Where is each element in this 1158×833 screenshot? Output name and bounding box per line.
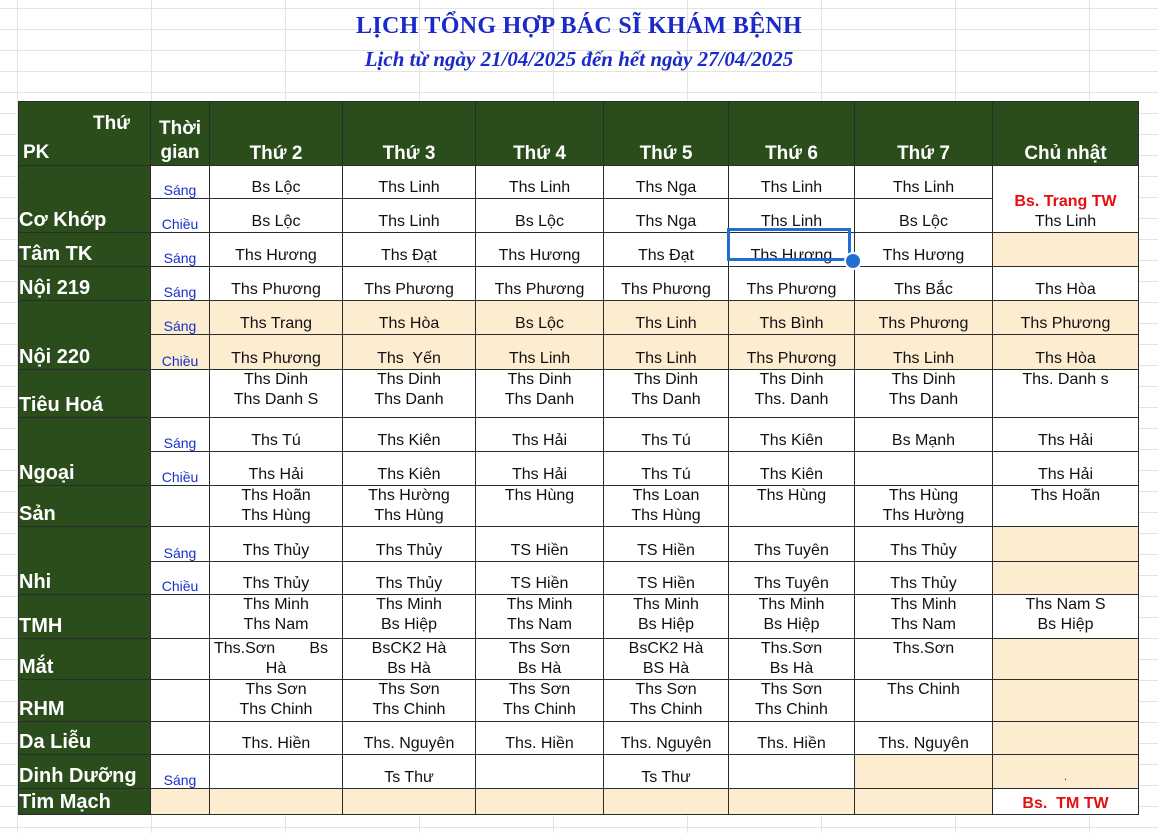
doctor-name: Ths. Danh s <box>1022 371 1109 388</box>
schedule-cell[interactable]: Ths Kiên <box>343 452 476 486</box>
doctor-name: Bs Hà <box>387 660 431 677</box>
schedule-cell[interactable] <box>476 680 604 722</box>
doctor-name: Ths Sơn <box>245 681 307 698</box>
schedule-cell[interactable]: TS Hiền <box>604 562 729 595</box>
pk-co-khop[interactable]: Cơ Khớp <box>19 166 151 233</box>
header-day-fri[interactable]: Thứ 6 <box>729 102 855 166</box>
schedule-cell[interactable] <box>210 789 343 815</box>
doctor-name: Bs Hiệp <box>763 616 820 633</box>
doctor-name: Ths Hùng <box>504 487 575 504</box>
schedule-cell[interactable]: Ths Phương <box>210 267 343 301</box>
pk-tieu-hoa[interactable]: Tiêu Hoá <box>19 370 151 418</box>
session-cell[interactable]: Chiều <box>151 199 210 233</box>
schedule-cell[interactable]: Ths Tú <box>604 418 729 452</box>
schedule-cell[interactable] <box>855 680 993 722</box>
header-day-sun[interactable]: Chủ nhật <box>993 102 1139 166</box>
schedule-cell[interactable]: Ths. Hiền <box>729 722 855 755</box>
schedule-cell[interactable]: Bs Lộc <box>855 199 993 233</box>
schedule-cell[interactable]: TS Hiền <box>476 562 604 595</box>
doctor-name: Ths Dinh <box>507 371 572 388</box>
session-cell-empty[interactable] <box>151 486 210 527</box>
schedule-cell[interactable]: Bs Lộc <box>476 301 604 335</box>
header-row <box>19 102 1139 166</box>
doctor-name: Ths Dinh <box>243 371 309 388</box>
header-day-wed[interactable]: Thứ 4 <box>476 102 604 166</box>
schedule-cell[interactable]: Ths Bắc <box>855 267 993 301</box>
schedule-cell[interactable]: Ts Thư <box>604 755 729 789</box>
session-cell-empty[interactable] <box>151 680 210 722</box>
doctor-name: Ths Sơn <box>635 681 697 698</box>
doctor-name: Ths Danh S <box>233 391 319 408</box>
schedule-cell[interactable]: Ths Tú <box>604 452 729 486</box>
pk-ngoai[interactable]: Ngoại <box>19 418 151 486</box>
schedule-cell[interactable] <box>604 595 729 639</box>
doctor-name: Ths Chinh <box>372 701 446 718</box>
schedule-cell[interactable]: Ths Phương <box>210 335 343 370</box>
schedule-cell[interactable]: Ths Hòa <box>343 301 476 335</box>
schedule-title: LỊCH TỔNG HỢP BÁC SĨ KHÁM BỆNH <box>356 13 802 39</box>
schedule-cell[interactable]: Ths Hải <box>993 452 1139 486</box>
pk-dinh-duong[interactable]: Dinh Dưỡng <box>19 755 151 789</box>
session-cell[interactable]: Sáng <box>151 267 210 301</box>
schedule-cell[interactable]: Ths Linh <box>604 335 729 370</box>
schedule-cell[interactable]: Ths Linh <box>343 199 476 233</box>
schedule-cell[interactable] <box>729 755 855 789</box>
pk-san[interactable]: Sản <box>19 486 151 527</box>
doctor-name: Ths.Sơn <box>214 640 276 657</box>
doctor-name: Ths Nam <box>891 616 956 633</box>
schedule-cell[interactable]: Ths Nga <box>604 199 729 233</box>
session-cell-empty[interactable] <box>151 789 210 815</box>
doctor-name: Ths Hùng <box>374 507 444 524</box>
schedule-cell[interactable] <box>604 370 729 418</box>
doctor-name: Ths Sơn <box>508 640 571 657</box>
schedule-cell[interactable] <box>993 639 1139 680</box>
schedule-cell[interactable]: Ths Bình <box>729 301 855 335</box>
schedule-cell[interactable]: Ths Thủy <box>855 562 993 595</box>
schedule-cell[interactable]: Ths Hòa <box>993 335 1139 370</box>
schedule-cell[interactable]: Bs Mạnh <box>855 418 993 452</box>
row-ngoai-chieu <box>19 452 1139 486</box>
schedule-cell[interactable] <box>855 486 993 527</box>
doctor-name: Bs Hiệp <box>1037 616 1094 633</box>
schedule-cell[interactable]: Ths Kiên <box>729 452 855 486</box>
schedule-cell[interactable] <box>476 595 604 639</box>
schedule-cell[interactable]: Ths Thủy <box>210 562 343 595</box>
pk-nhi[interactable]: Nhi <box>19 527 151 595</box>
schedule-cell[interactable]: Bs Lộc <box>210 199 343 233</box>
doctor-name: Ths Minh <box>758 596 825 613</box>
doctor-name: Ths Hùng <box>241 507 311 524</box>
schedule-cell[interactable]: Ths. Nguyên <box>343 722 476 755</box>
schedule-cell[interactable]: Ths. Nguyên <box>855 722 993 755</box>
doctor-name: Ths Hường <box>882 507 965 524</box>
schedule-cell[interactable]: Ths Hải <box>476 452 604 486</box>
schedule-cell[interactable]: Ths Hải <box>210 452 343 486</box>
session-cell[interactable]: Sáng <box>151 527 210 562</box>
session-cell-empty[interactable] <box>151 370 210 418</box>
row-nhi-sang <box>19 527 1139 562</box>
schedule-cell[interactable]: Ths Thủy <box>343 562 476 595</box>
schedule-cell[interactable] <box>855 789 993 815</box>
schedule-cell[interactable]: Ths Thủy <box>343 527 476 562</box>
row-tim-mach <box>19 789 1139 815</box>
doctor-name: Ths Chinh <box>755 701 828 718</box>
doctor-name: Ths Dinh <box>759 371 824 388</box>
schedule-cell[interactable]: Ths Hải <box>993 418 1139 452</box>
fill-handle[interactable] <box>844 252 862 270</box>
schedule-cell[interactable] <box>210 639 343 680</box>
session-cell[interactable]: Chiều <box>151 335 210 370</box>
schedule-subtitle: Lịch từ ngày 21/04/2025 đến hết ngày 27/04/2025 <box>364 47 794 71</box>
schedule-cell[interactable]: Ths Hòa <box>993 267 1139 301</box>
row-co-khop-chieu <box>19 199 1139 233</box>
schedule-cell[interactable] <box>604 486 729 527</box>
schedule-cell[interactable] <box>476 486 604 527</box>
schedule-cell[interactable] <box>343 639 476 680</box>
schedule-cell[interactable] <box>993 486 1139 527</box>
header-day-sat[interactable]: Thứ 7 <box>855 102 993 166</box>
schedule-cell[interactable] <box>729 370 855 418</box>
doctor-name: Bs Hiệp <box>637 616 695 633</box>
doctor-name: Ths Hoãn <box>241 487 311 504</box>
schedule-cell[interactable]: Ths Hương <box>476 233 604 267</box>
pk-tim-mach[interactable]: Tim Mạch <box>19 789 151 815</box>
schedule-cell[interactable]: Ths Hương <box>729 233 855 267</box>
schedule-cell[interactable] <box>993 595 1139 639</box>
schedule-cell[interactable] <box>993 722 1139 755</box>
schedule-cell[interactable] <box>604 639 729 680</box>
schedule-cell[interactable]: Bs Lộc <box>476 199 604 233</box>
schedule-cell[interactable] <box>855 370 993 418</box>
doctor-name: BS Hà <box>642 660 690 677</box>
doctor-name: Ths Nam S <box>1025 596 1106 613</box>
schedule-cell[interactable] <box>604 680 729 722</box>
schedule-cell[interactable]: Bs Lộc <box>210 166 343 199</box>
schedule-cell[interactable]: Ths Hương <box>210 233 343 267</box>
schedule-cell[interactable]: TS Hiền <box>604 527 729 562</box>
doctor-name: Ths Hùng <box>631 507 701 524</box>
schedule-cell[interactable] <box>855 755 993 789</box>
row-da-lieu <box>19 722 1139 755</box>
schedule-cell[interactable] <box>729 486 855 527</box>
doctor-name: Ths Hường <box>368 487 450 504</box>
session-cell-empty[interactable] <box>151 639 210 680</box>
schedule-cell[interactable] <box>210 486 343 527</box>
schedule-cell[interactable] <box>343 680 476 722</box>
schedule-cell[interactable]: . <box>993 755 1139 789</box>
schedule-cell[interactable]: Ths Linh <box>855 335 993 370</box>
doctor-name: Ths.Sơn <box>760 640 823 657</box>
schedule-cell[interactable] <box>210 755 343 789</box>
schedule-cell[interactable]: Ths Thủy <box>855 527 993 562</box>
doctor-name: Ths.Sơn <box>892 640 955 657</box>
schedule-cell[interactable]: Ths Thủy <box>210 527 343 562</box>
header-time-line2: gian <box>160 142 200 163</box>
pk-mat[interactable]: Mắt <box>19 639 151 680</box>
schedule-cell[interactable]: Ths Tuyên <box>729 527 855 562</box>
schedule-cell[interactable] <box>210 595 343 639</box>
schedule-cell[interactable]: Ths Phương <box>343 267 476 301</box>
schedule-cell[interactable] <box>476 639 604 680</box>
header-day-tue[interactable]: Thứ 3 <box>343 102 476 166</box>
schedule-cell[interactable] <box>993 233 1139 267</box>
pk-tmh[interactable]: TMH <box>19 595 151 639</box>
schedule-cell[interactable] <box>729 639 855 680</box>
row-rhm <box>19 680 1139 722</box>
doctor-name: Ths Sơn <box>378 681 440 698</box>
schedule-cell[interactable]: Ths Tuyên <box>729 562 855 595</box>
schedule-cell[interactable]: Ths Linh <box>604 301 729 335</box>
schedule-cell[interactable] <box>604 789 729 815</box>
row-co-khop-sang <box>19 166 1139 199</box>
doctor-name: Ths Chinh <box>629 701 703 718</box>
schedule-table <box>18 101 1139 815</box>
schedule-cell-co-khop-sun[interactable] <box>993 166 1139 233</box>
row-noi-220-sang <box>19 301 1139 335</box>
header-day-mon[interactable]: Thứ 2 <box>210 102 343 166</box>
schedule-cell[interactable]: Ths Phương <box>993 301 1139 335</box>
schedule-cell[interactable] <box>343 595 476 639</box>
doctor-name: Ths Dinh <box>891 371 956 388</box>
schedule-cell[interactable]: Ths Linh <box>729 166 855 199</box>
row-san <box>19 486 1139 527</box>
doctor-name: Ths Nam <box>507 616 572 633</box>
doctor-name: Bs Hà <box>769 660 814 677</box>
doctor-name: Ths Minh <box>890 596 957 613</box>
row-noi-219 <box>19 267 1139 301</box>
schedule-cell[interactable]: Ths Đạt <box>343 233 476 267</box>
doctor-name: Ths Chinh <box>239 701 313 718</box>
pk-da-lieu[interactable]: Da Liễu <box>19 722 151 755</box>
doctor-name: Ths Danh <box>374 391 444 408</box>
schedule-cell[interactable] <box>729 789 855 815</box>
doctor-name: Ths Linh <box>1034 213 1097 230</box>
header-day-thu[interactable]: Thứ 5 <box>604 102 729 166</box>
schedule-cell[interactable] <box>729 680 855 722</box>
pk-rhm[interactable]: RHM <box>19 680 151 722</box>
schedule-cell[interactable]: Ths Kiên <box>343 418 476 452</box>
doctor-name: Hà <box>265 660 287 677</box>
doctor-name: Ths Sơn <box>760 681 823 698</box>
session-cell[interactable]: Sáng <box>151 233 210 267</box>
schedule-cell[interactable] <box>993 562 1139 595</box>
schedule-cell[interactable] <box>855 595 993 639</box>
session-cell-empty[interactable] <box>151 722 210 755</box>
doctor-name: Ths Danh <box>504 391 575 408</box>
schedule-cell[interactable] <box>210 680 343 722</box>
doctor-name: Ths Minh <box>506 596 573 613</box>
schedule-cell[interactable]: Ths Phương <box>729 267 855 301</box>
schedule-cell[interactable] <box>343 370 476 418</box>
schedule-cell[interactable] <box>993 680 1139 722</box>
session-cell[interactable]: Sáng <box>151 166 210 199</box>
header-corner-cell[interactable] <box>19 102 151 166</box>
doctor-name: Ths Hoãn <box>1030 487 1101 504</box>
doctor-name: Ths Chinh <box>503 701 576 718</box>
schedule-cell[interactable] <box>343 486 476 527</box>
schedule-cell[interactable]: Ths Trang <box>210 301 343 335</box>
schedule-cell[interactable] <box>855 452 993 486</box>
doctor-name: Ths Nam <box>243 616 309 633</box>
doctor-name: Ths Minh <box>376 596 442 613</box>
doctor-name: Ths Chinh <box>887 681 960 698</box>
schedule-cell[interactable]: Ths Phương <box>729 335 855 370</box>
schedule-cell[interactable] <box>476 755 604 789</box>
header-time-cell[interactable] <box>151 102 210 166</box>
schedule-cell[interactable]: Ths Linh <box>855 166 993 199</box>
schedule-cell[interactable]: Ths. Hiền <box>476 722 604 755</box>
doctor-name: Ths Dinh <box>376 371 442 388</box>
doctor-name: Ths. Danh <box>754 391 829 408</box>
schedule-cell[interactable] <box>210 370 343 418</box>
row-dinh-duong <box>19 755 1139 789</box>
schedule-cell[interactable]: Ths Kiên <box>729 418 855 452</box>
schedule-cell[interactable] <box>476 370 604 418</box>
schedule-cell[interactable] <box>855 639 993 680</box>
doctor-name: Ths Loan <box>632 487 700 504</box>
doctor-name: BsCK2 Hà <box>371 640 447 657</box>
doctor-name: Ths Danh <box>631 391 701 408</box>
schedule-cell[interactable] <box>729 595 855 639</box>
row-tmh <box>19 595 1139 639</box>
external-doctor-label: Bs. Trang TW <box>1014 193 1117 210</box>
schedule-cell[interactable]: Ths Phương <box>476 267 604 301</box>
doctor-name: Ths Danh <box>888 391 959 408</box>
row-tam-tk <box>19 233 1139 267</box>
doctor-name: Ths Minh <box>633 596 699 613</box>
header-pk-label: PK <box>23 142 50 163</box>
session-cell[interactable]: Sáng <box>151 418 210 452</box>
doctor-name: Bs Hiệp <box>380 616 438 633</box>
doctor-name: Bs Hà <box>517 660 562 677</box>
session-cell[interactable]: Chiều <box>151 562 210 595</box>
doctor-name: Ths Hùng <box>888 487 959 504</box>
schedule-cell[interactable]: Ths Linh <box>476 335 604 370</box>
row-nhi-chieu <box>19 562 1139 595</box>
schedule-cell[interactable]: Ths Phương <box>604 267 729 301</box>
schedule-cell[interactable]: Ths Tú <box>210 418 343 452</box>
schedule-cell[interactable]: Ths. Nguyên <box>604 722 729 755</box>
pk-noi-219[interactable]: Nội 219 <box>19 267 151 301</box>
schedule-cell[interactable] <box>993 370 1139 418</box>
schedule-cell[interactable] <box>343 789 476 815</box>
schedule-cell[interactable]: Ths Phương <box>855 301 993 335</box>
row-mat <box>19 639 1139 680</box>
schedule-cell[interactable]: Ths Hương <box>855 233 993 267</box>
schedule-cell[interactable] <box>993 527 1139 562</box>
doctor-title: Bs <box>309 640 328 657</box>
schedule-cell[interactable]: Ths Linh <box>729 199 855 233</box>
session-cell-empty[interactable] <box>151 595 210 639</box>
row-noi-220-chieu <box>19 335 1139 370</box>
row-ngoai-sang <box>19 418 1139 452</box>
header-thu-label: Thứ <box>93 113 130 134</box>
schedule-cell[interactable]: Ths Nga <box>604 166 729 199</box>
schedule-cell[interactable]: Ths Linh <box>476 166 604 199</box>
schedule-cell-external-doctor[interactable]: Bs. TM TW <box>993 789 1139 815</box>
doctor-name: BsCK2 Hà <box>628 640 704 657</box>
pk-tam-tk[interactable]: Tâm TK <box>19 233 151 267</box>
doctor-name: Ths Minh <box>243 596 309 613</box>
row-tieu-hoa <box>19 370 1139 418</box>
schedule-cell[interactable] <box>476 789 604 815</box>
schedule-cell[interactable]: Ths Đạt <box>604 233 729 267</box>
doctor-name: Ths Dinh <box>633 371 699 388</box>
schedule-cell[interactable]: Ths Yến <box>343 335 476 370</box>
schedule-cell[interactable]: Ths Hải <box>476 418 604 452</box>
doctor-name: Ths Hùng <box>756 487 827 504</box>
schedule-cell[interactable]: TS Hiền <box>476 527 604 562</box>
pk-noi-220[interactable]: Nội 220 <box>19 301 151 370</box>
session-cell[interactable]: Sáng <box>151 755 210 789</box>
header-time-line1: Thời <box>159 118 201 139</box>
schedule-cell[interactable]: Ths. Hiền <box>210 722 343 755</box>
doctor-name: Ths Sơn <box>508 681 571 698</box>
session-cell[interactable]: Sáng <box>151 301 210 335</box>
session-cell[interactable]: Chiều <box>151 452 210 486</box>
schedule-cell[interactable]: Ths Linh <box>343 166 476 199</box>
schedule-cell[interactable]: Ts Thư <box>343 755 476 789</box>
